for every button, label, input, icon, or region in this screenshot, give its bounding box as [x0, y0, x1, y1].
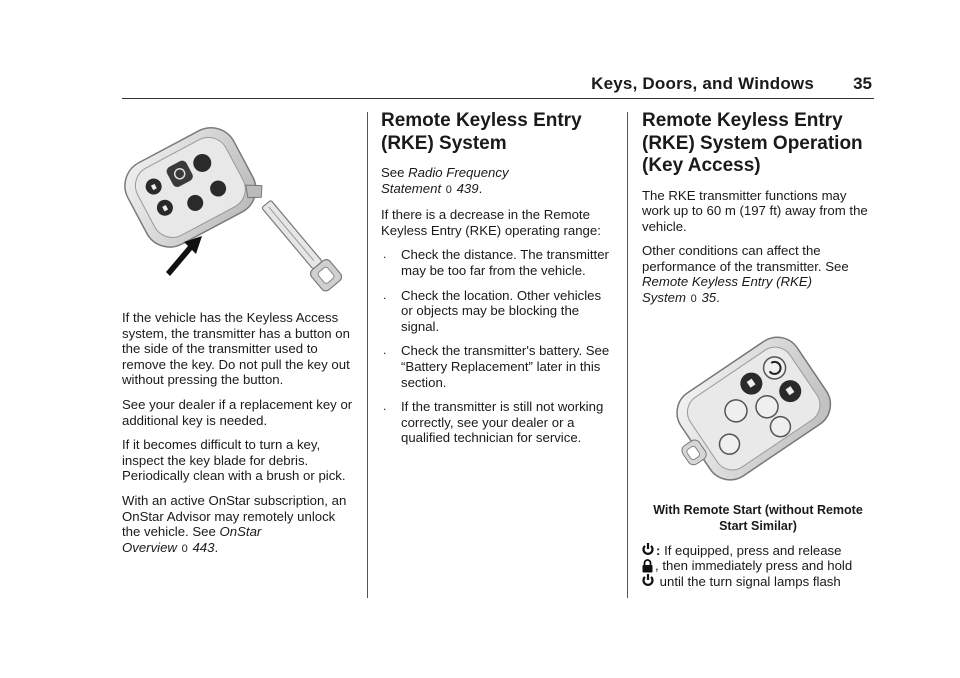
list-item: . Check the transmitter's battery. See “Battery Replacement” later in this section.: [383, 343, 610, 390]
section-title: Keys, Doors, and Windows: [591, 74, 814, 93]
figure-caption: With Remote Start (without Remote Start Similar): [653, 502, 863, 533]
range-checklist: [381, 247, 613, 446]
column-divider: [627, 112, 628, 598]
conditions-paragraph: Other conditions can affect the performance of the transmitter. See Remote Keyless Entry (RKE) System 0 35.: [642, 243, 849, 306]
xref-arrow-icon: 0: [690, 293, 697, 306]
key-blade-illustration: [257, 196, 344, 293]
column-1: [122, 110, 354, 566]
running-header: [122, 70, 874, 99]
column-2: [381, 110, 613, 455]
remote-start-fob-illustration: [664, 326, 844, 496]
replacement-key-paragraph: See your dealer if a replacement key or additional key is needed.: [122, 396, 353, 428]
onstar-paragraph: With an active OnStar subscription, an OnStar Advisor may remotely unlock the vehicle. See OnStar Overview 0 443.: [122, 492, 347, 555]
clean-key-paragraph: If it becomes difficult to turn a key, inspect the key blade for debris. Periodically clean with a brush or pick.: [122, 437, 346, 484]
page-number: 35: [853, 74, 872, 93]
list-item: . Check the location. Other vehicles or objects may be blocking the signal.: [383, 287, 602, 334]
column-3: [642, 110, 874, 598]
list-item: . Check the distance. The transmitter may be too far from the vehicle.: [383, 247, 609, 278]
xref-arrow-icon: 0: [445, 183, 452, 196]
lock-icon: [642, 559, 653, 573]
rke-operation-heading: Remote Keyless Entry (RKE) System Operation (Key Access): [642, 110, 863, 176]
keyless-access-paragraph: If the vehicle has the Keyless Access system, the transmitter has a button on the side of the transmitter used to remove the key. Do not pull the key out without pressing the button.: [122, 310, 350, 388]
radio-frequency-statement-link[interactable]: Radio Frequency Statement 0 439: [381, 165, 509, 196]
range-decrease-paragraph: If there is a decrease in the Remote Keyless Entry (RKE) operating range:: [381, 207, 601, 238]
remote-start-instructions: : If equipped, press and release , then immediately press and hold until the turn signal lamps flash: [642, 543, 874, 590]
remote-start-icon: [642, 574, 654, 589]
list-item: . If the transmitter is still not working correctly, see your dealer or a qualified technician for service.: [383, 399, 604, 446]
xref-arrow-icon: 0: [181, 542, 188, 555]
rke-system-link[interactable]: Remote Keyless Entry (RKE) System 0 35: [642, 274, 813, 306]
rke-system-heading: Remote Keyless Entry (RKE) System: [381, 110, 582, 154]
remote-start-icon: [642, 543, 654, 558]
onstar-overview-link[interactable]: OnStar Overview 0 443: [122, 524, 262, 555]
keyless-fob-illustration: [122, 120, 344, 300]
rke-range-paragraph: The RKE transmitter functions may work up to 60 m (197 ft) away from the vehicle.: [642, 187, 868, 234]
fob-body: [122, 120, 268, 256]
column-divider: [367, 112, 368, 598]
see-radio-frequency-paragraph: See Radio Frequency Statement 0 439.: [381, 165, 509, 196]
